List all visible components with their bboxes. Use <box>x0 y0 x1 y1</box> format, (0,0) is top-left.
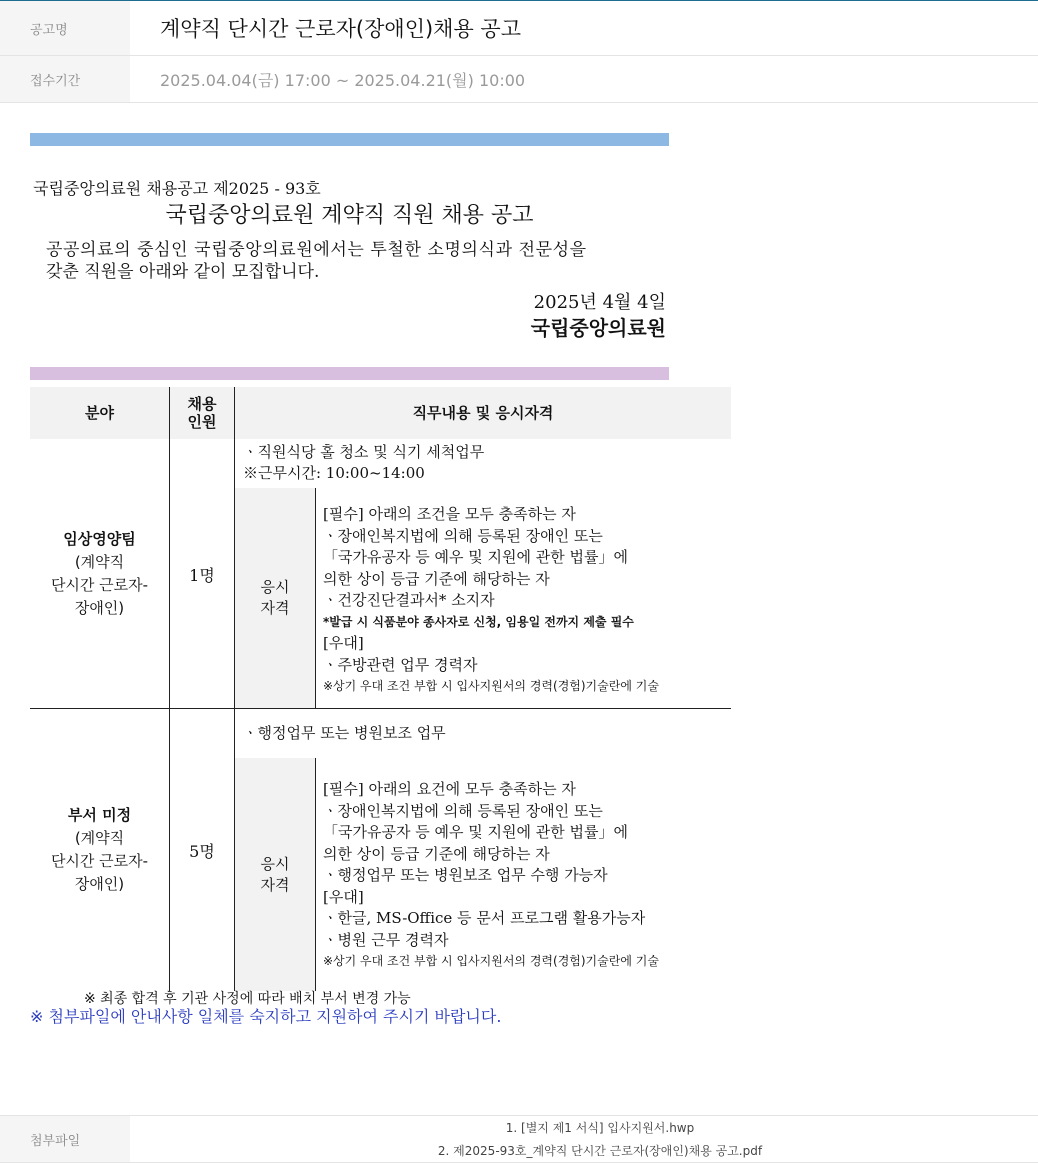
header-count <box>170 387 234 439</box>
field-desc-line: 장애인) <box>74 875 125 893</box>
qual-label-1 <box>235 488 315 708</box>
duty-cell-2 <box>243 723 446 744</box>
header-duties: 직무내용 및 응시자격 <box>235 387 731 439</box>
field-desc-line: 장애인) <box>74 599 125 617</box>
qual-line: [필수] 아래의 요건에 모두 충족하는 자 <box>323 780 576 798</box>
header-field: 분야 <box>30 387 169 439</box>
qual-note: ※상기 우대 조건 부합 시 입사지원서의 경력(경험)기술란에 기술 <box>323 954 659 968</box>
intro-line-1: 공공의료의 중심인 국립중앙의료원에서는 투철한 소명의식과 전문성을 <box>46 240 587 260</box>
attachment-link-application-form[interactable]: 1. [별지 제1 서식] 입사지원서.hwp <box>505 1121 695 1135</box>
header-count-line-2: 인원 <box>187 413 217 431</box>
qual-line: 「국가유공자 등 예우 및 지원에 관한 법률」에 <box>323 548 628 566</box>
attachment-row <box>0 1115 1038 1163</box>
qual-line: 의한 상이 등급 기준에 해당하는 자 <box>323 844 550 863</box>
qual-line: ㆍ한글, MS-Office 등 문서 프로그램 활용가능자 <box>323 909 646 927</box>
field-desc-line: (계약직 <box>74 553 125 571</box>
placement-note: ※ 최종 합격 후 기관 사정에 따라 배치 부서 변경 가능 <box>84 991 411 1007</box>
duty-line: ㆍ행정업무 또는 병원보조 업무 <box>243 724 446 742</box>
duty-line: ※근무시간: 10:00~14:00 <box>243 464 425 482</box>
field-name: 임상영양팀 <box>63 530 136 548</box>
period-label: 접수기간 <box>0 56 130 102</box>
attachment-link-notice-pdf[interactable]: 2. 제2025-93호_계약직 단시간 근로자(장애인)채용 공고.pdf <box>437 1144 763 1158</box>
qual-label-line: 자격 <box>260 599 290 617</box>
attachment-notice: ※ 첨부파일에 안내사항 일체를 숙지하고 지원하여 주시기 바랍니다. <box>30 1007 502 1026</box>
field-desc-line: 단시간 근로자- <box>50 852 149 870</box>
qual-line: 「국가유공자 등 예우 및 지원에 관한 법률」에 <box>323 823 628 841</box>
attachment-label: 첨부파일 <box>0 1116 130 1162</box>
notice-date: 2025년 4월 4일 <box>533 292 666 313</box>
count-cell-1: 1명 <box>189 566 215 585</box>
notice-intro <box>46 239 666 283</box>
notice-heading: 국립중앙의료원 계약직 직원 채용 공고 <box>165 203 534 228</box>
application-period: 2025.04.04(금) 17:00 ~ 2025.04.21(월) 10:00 <box>160 70 526 90</box>
header-count-line-1: 채용 <box>187 395 217 413</box>
qual-line: ㆍ장애인복지법에 의해 등록된 장애인 또는 <box>323 526 603 545</box>
title-label: 공고명 <box>0 1 130 55</box>
qual-cell-1 <box>323 504 728 698</box>
recruitment-table <box>30 387 731 991</box>
qual-line: [필수] 아래의 조건을 모두 충족하는 자 <box>323 505 576 523</box>
column-divider <box>169 387 170 991</box>
qual-line: [우대] <box>323 634 364 652</box>
field-cell-2 <box>30 804 169 896</box>
qual-label-line: 응시 <box>260 854 290 873</box>
qual-line: [우대] <box>323 887 364 906</box>
qual-line: ㆍ건강진단결과서* 소지자 <box>323 591 495 609</box>
qual-label-line: 응시 <box>260 578 290 596</box>
field-desc-line: (계약직 <box>74 829 125 847</box>
qual-note: ※상기 우대 조건 부합 시 입사지원서의 경력(경험)기술란에 기술 <box>323 679 659 693</box>
duty-line: ㆍ직원식당 홀 청소 및 식기 세척업무 <box>243 443 485 461</box>
qual-line: ㆍ병원 근무 경력자 <box>323 930 449 949</box>
qual-label-2 <box>235 758 315 991</box>
period-row <box>0 56 1038 103</box>
qual-cell-2 <box>323 779 728 973</box>
title-row <box>0 1 1038 56</box>
field-cell-1 <box>30 528 169 620</box>
qual-line: ㆍ장애인복지법에 의해 등록된 장애인 또는 <box>323 801 603 820</box>
notice-organization: 국립중앙의료원 <box>530 316 666 340</box>
count-cell-2: 5명 <box>189 842 215 861</box>
column-divider <box>315 758 316 991</box>
qual-label-line: 자격 <box>260 875 290 894</box>
qual-footnote: *발급 시 식품분야 종사자로 신청, 임용일 전까지 제출 필수 <box>323 614 634 629</box>
row-divider <box>30 708 731 709</box>
qual-line: 의한 상이 등급 기준에 해당하는 자 <box>323 569 550 588</box>
purple-divider-bar <box>30 367 669 380</box>
posting-title: 계약직 단시간 근로자(장애인)채용 공고 <box>160 17 521 41</box>
field-name: 부서 미정 <box>67 806 132 824</box>
attachment-list <box>130 1116 1038 1162</box>
intro-line-2: 갖춘 직원을 아래와 같이 모집합니다. <box>46 262 320 282</box>
qual-line: ㆍ행정업무 또는 병원보조 업무 수행 가능자 <box>323 866 608 884</box>
duty-cell-1 <box>243 442 484 484</box>
blue-divider-bar <box>30 133 669 146</box>
qual-line: ㆍ주방관련 업무 경력자 <box>323 655 478 674</box>
notice-number: 국립중앙의료원 채용공고 제2025 - 93호 <box>33 179 321 198</box>
field-desc-line: 단시간 근로자- <box>50 576 149 594</box>
column-divider <box>315 488 316 708</box>
